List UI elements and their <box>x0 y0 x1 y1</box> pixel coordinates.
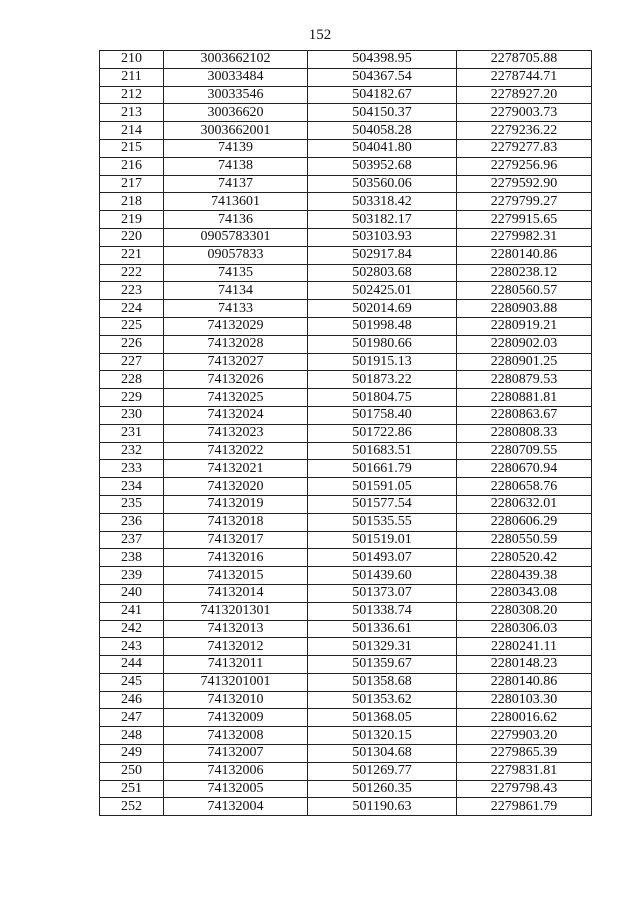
x-coordinate-cell: 501368.05 <box>308 709 457 727</box>
table-row <box>100 567 592 585</box>
x-coordinate-cell: 501758.40 <box>308 406 457 424</box>
x-coordinate-cell: 504367.54 <box>308 68 457 86</box>
row-number-cell: 224 <box>100 300 164 318</box>
y-coordinate-cell: 2280238.12 <box>457 264 592 282</box>
table-row <box>100 86 592 104</box>
table-row <box>100 691 592 709</box>
y-coordinate-cell: 2280343.08 <box>457 584 592 602</box>
row-number-cell: 244 <box>100 656 164 674</box>
table-row <box>100 745 592 763</box>
y-coordinate-cell: 2280919.21 <box>457 317 592 335</box>
table-row <box>100 68 592 86</box>
table-row <box>100 478 592 496</box>
x-coordinate-cell: 501338.74 <box>308 602 457 620</box>
y-coordinate-cell: 2280863.67 <box>457 406 592 424</box>
point-code-cell: 74132019 <box>164 495 308 513</box>
table-row <box>100 549 592 567</box>
table-row <box>100 317 592 335</box>
point-code-cell: 74132026 <box>164 371 308 389</box>
point-code-cell: 3003662102 <box>164 51 308 69</box>
table-row <box>100 709 592 727</box>
y-coordinate-cell: 2278927.20 <box>457 86 592 104</box>
y-coordinate-cell: 2278705.88 <box>457 51 592 69</box>
point-code-cell: 74132006 <box>164 762 308 780</box>
x-coordinate-cell: 503560.06 <box>308 175 457 193</box>
row-number-cell: 237 <box>100 531 164 549</box>
table-row <box>100 353 592 371</box>
x-coordinate-cell: 501359.67 <box>308 656 457 674</box>
point-code-cell: 74132016 <box>164 549 308 567</box>
y-coordinate-cell: 2279256.96 <box>457 157 592 175</box>
x-coordinate-cell: 502425.01 <box>308 282 457 300</box>
point-code-cell: 74132015 <box>164 567 308 585</box>
point-code-cell: 74132009 <box>164 709 308 727</box>
x-coordinate-cell: 504058.28 <box>308 122 457 140</box>
x-coordinate-cell: 501722.86 <box>308 424 457 442</box>
table-row <box>100 424 592 442</box>
y-coordinate-cell: 2280903.88 <box>457 300 592 318</box>
table-row <box>100 406 592 424</box>
row-number-cell: 230 <box>100 406 164 424</box>
row-number-cell: 246 <box>100 691 164 709</box>
x-coordinate-cell: 501519.01 <box>308 531 457 549</box>
x-coordinate-cell: 503318.42 <box>308 193 457 211</box>
point-code-cell: 74134 <box>164 282 308 300</box>
y-coordinate-cell: 2280902.03 <box>457 335 592 353</box>
row-number-cell: 215 <box>100 139 164 157</box>
table-row <box>100 371 592 389</box>
point-code-cell: 74132020 <box>164 478 308 496</box>
x-coordinate-cell: 501304.68 <box>308 745 457 763</box>
row-number-cell: 234 <box>100 478 164 496</box>
point-code-cell: 74132010 <box>164 691 308 709</box>
table-row <box>100 780 592 798</box>
point-code-cell: 74132028 <box>164 335 308 353</box>
table-row <box>100 264 592 282</box>
page-number: 152 <box>308 27 332 43</box>
x-coordinate-cell: 504150.37 <box>308 104 457 122</box>
table-row <box>100 139 592 157</box>
x-coordinate-cell: 501661.79 <box>308 460 457 478</box>
row-number-cell: 212 <box>100 86 164 104</box>
x-coordinate-cell: 501804.75 <box>308 389 457 407</box>
point-code-cell: 74132023 <box>164 424 308 442</box>
table-row <box>100 798 592 816</box>
x-coordinate-cell: 504041.80 <box>308 139 457 157</box>
row-number-cell: 228 <box>100 371 164 389</box>
row-number-cell: 250 <box>100 762 164 780</box>
x-coordinate-cell: 501358.68 <box>308 673 457 691</box>
row-number-cell: 238 <box>100 549 164 567</box>
table-row <box>100 300 592 318</box>
y-coordinate-cell: 2280103.30 <box>457 691 592 709</box>
y-coordinate-cell: 2280670.94 <box>457 460 592 478</box>
y-coordinate-cell: 2280241.11 <box>457 638 592 656</box>
row-number-cell: 210 <box>100 51 164 69</box>
table-row <box>100 673 592 691</box>
y-coordinate-cell: 2279915.65 <box>457 211 592 229</box>
coordinate-table-body <box>100 51 592 816</box>
y-coordinate-cell: 2280550.59 <box>457 531 592 549</box>
point-code-cell: 74132018 <box>164 513 308 531</box>
table-row <box>100 104 592 122</box>
x-coordinate-cell: 504182.67 <box>308 86 457 104</box>
table-row <box>100 246 592 264</box>
point-code-cell: 74132013 <box>164 620 308 638</box>
point-code-cell: 09057833 <box>164 246 308 264</box>
row-number-cell: 248 <box>100 727 164 745</box>
y-coordinate-cell: 2279982.31 <box>457 228 592 246</box>
y-coordinate-cell: 2279903.20 <box>457 727 592 745</box>
row-number-cell: 240 <box>100 584 164 602</box>
x-coordinate-cell: 501683.51 <box>308 442 457 460</box>
x-coordinate-cell: 502803.68 <box>308 264 457 282</box>
row-number-cell: 220 <box>100 228 164 246</box>
x-coordinate-cell: 501336.61 <box>308 620 457 638</box>
table-row <box>100 602 592 620</box>
y-coordinate-cell: 2280148.23 <box>457 656 592 674</box>
x-coordinate-cell: 501320.15 <box>308 727 457 745</box>
x-coordinate-cell: 501998.48 <box>308 317 457 335</box>
y-coordinate-cell: 2280901.25 <box>457 353 592 371</box>
y-coordinate-cell: 2279799.27 <box>457 193 592 211</box>
row-number-cell: 229 <box>100 389 164 407</box>
point-code-cell: 30036620 <box>164 104 308 122</box>
point-code-cell: 74132012 <box>164 638 308 656</box>
y-coordinate-cell: 2280658.76 <box>457 478 592 496</box>
point-code-cell: 3003662001 <box>164 122 308 140</box>
point-code-cell: 74135 <box>164 264 308 282</box>
point-code-cell: 74132025 <box>164 389 308 407</box>
row-number-cell: 214 <box>100 122 164 140</box>
x-coordinate-cell: 501915.13 <box>308 353 457 371</box>
y-coordinate-cell: 2280560.57 <box>457 282 592 300</box>
point-code-cell: 74132027 <box>164 353 308 371</box>
y-coordinate-cell: 2279865.39 <box>457 745 592 763</box>
table-row <box>100 335 592 353</box>
table-row <box>100 727 592 745</box>
x-coordinate-cell: 502917.84 <box>308 246 457 264</box>
row-number-cell: 231 <box>100 424 164 442</box>
row-number-cell: 249 <box>100 745 164 763</box>
table-row <box>100 211 592 229</box>
x-coordinate-cell: 501591.05 <box>308 478 457 496</box>
point-code-cell: 30033484 <box>164 68 308 86</box>
row-number-cell: 235 <box>100 495 164 513</box>
row-number-cell: 226 <box>100 335 164 353</box>
point-code-cell: 30033546 <box>164 86 308 104</box>
table-row <box>100 531 592 549</box>
x-coordinate-cell: 501577.54 <box>308 495 457 513</box>
row-number-cell: 211 <box>100 68 164 86</box>
x-coordinate-cell: 501439.60 <box>308 567 457 585</box>
point-code-cell: 74132007 <box>164 745 308 763</box>
row-number-cell: 232 <box>100 442 164 460</box>
y-coordinate-cell: 2280140.86 <box>457 246 592 264</box>
y-coordinate-cell: 2280808.33 <box>457 424 592 442</box>
x-coordinate-cell: 504398.95 <box>308 51 457 69</box>
table-row <box>100 620 592 638</box>
table-row <box>100 442 592 460</box>
x-coordinate-cell: 501353.62 <box>308 691 457 709</box>
table-row <box>100 460 592 478</box>
y-coordinate-cell: 2280606.29 <box>457 513 592 531</box>
y-coordinate-cell: 2280140.86 <box>457 673 592 691</box>
x-coordinate-cell: 501873.22 <box>308 371 457 389</box>
point-code-cell: 74132022 <box>164 442 308 460</box>
point-code-cell: 74136 <box>164 211 308 229</box>
row-number-cell: 233 <box>100 460 164 478</box>
point-code-cell: 74139 <box>164 139 308 157</box>
point-code-cell: 74138 <box>164 157 308 175</box>
y-coordinate-cell: 2279592.90 <box>457 175 592 193</box>
y-coordinate-cell: 2280439.38 <box>457 567 592 585</box>
table-row <box>100 656 592 674</box>
row-number-cell: 221 <box>100 246 164 264</box>
y-coordinate-cell: 2280632.01 <box>457 495 592 513</box>
row-number-cell: 219 <box>100 211 164 229</box>
row-number-cell: 223 <box>100 282 164 300</box>
point-code-cell: 74132011 <box>164 656 308 674</box>
table-row <box>100 762 592 780</box>
y-coordinate-cell: 2280879.53 <box>457 371 592 389</box>
point-code-cell: 7413201301 <box>164 602 308 620</box>
table-row <box>100 513 592 531</box>
row-number-cell: 225 <box>100 317 164 335</box>
point-code-cell: 74137 <box>164 175 308 193</box>
x-coordinate-cell: 501269.77 <box>308 762 457 780</box>
point-code-cell: 74132008 <box>164 727 308 745</box>
x-coordinate-cell: 502014.69 <box>308 300 457 318</box>
row-number-cell: 217 <box>100 175 164 193</box>
y-coordinate-cell: 2278744.71 <box>457 68 592 86</box>
y-coordinate-cell: 2280881.81 <box>457 389 592 407</box>
table-row <box>100 495 592 513</box>
row-number-cell: 245 <box>100 673 164 691</box>
row-number-cell: 222 <box>100 264 164 282</box>
point-code-cell: 74132029 <box>164 317 308 335</box>
x-coordinate-cell: 501980.66 <box>308 335 457 353</box>
x-coordinate-cell: 501373.07 <box>308 584 457 602</box>
row-number-cell: 236 <box>100 513 164 531</box>
table-row <box>100 175 592 193</box>
table-row <box>100 584 592 602</box>
point-code-cell: 74132004 <box>164 798 308 816</box>
table-row <box>100 157 592 175</box>
row-number-cell: 242 <box>100 620 164 638</box>
x-coordinate-cell: 503103.93 <box>308 228 457 246</box>
y-coordinate-cell: 2280520.42 <box>457 549 592 567</box>
x-coordinate-cell: 501190.63 <box>308 798 457 816</box>
point-code-cell: 7413201001 <box>164 673 308 691</box>
point-code-cell: 74132024 <box>164 406 308 424</box>
y-coordinate-cell: 2280308.20 <box>457 602 592 620</box>
table-row <box>100 638 592 656</box>
row-number-cell: 216 <box>100 157 164 175</box>
row-number-cell: 213 <box>100 104 164 122</box>
x-coordinate-cell: 503952.68 <box>308 157 457 175</box>
y-coordinate-cell: 2279831.81 <box>457 762 592 780</box>
x-coordinate-cell: 501329.31 <box>308 638 457 656</box>
y-coordinate-cell: 2280016.62 <box>457 709 592 727</box>
point-code-cell: 74132014 <box>164 584 308 602</box>
point-code-cell: 74133 <box>164 300 308 318</box>
y-coordinate-cell: 2279277.83 <box>457 139 592 157</box>
row-number-cell: 218 <box>100 193 164 211</box>
point-code-cell: 74132021 <box>164 460 308 478</box>
point-code-cell: 74132005 <box>164 780 308 798</box>
y-coordinate-cell: 2279798.43 <box>457 780 592 798</box>
row-number-cell: 241 <box>100 602 164 620</box>
table-row <box>100 282 592 300</box>
row-number-cell: 252 <box>100 798 164 816</box>
y-coordinate-cell: 2280306.03 <box>457 620 592 638</box>
row-number-cell: 239 <box>100 567 164 585</box>
y-coordinate-cell: 2279861.79 <box>457 798 592 816</box>
row-number-cell: 243 <box>100 638 164 656</box>
table-row <box>100 389 592 407</box>
x-coordinate-cell: 501535.55 <box>308 513 457 531</box>
table-row <box>100 122 592 140</box>
row-number-cell: 251 <box>100 780 164 798</box>
x-coordinate-cell: 501260.35 <box>308 780 457 798</box>
row-number-cell: 227 <box>100 353 164 371</box>
x-coordinate-cell: 501493.07 <box>308 549 457 567</box>
row-number-cell: 247 <box>100 709 164 727</box>
point-code-cell: 0905783301 <box>164 228 308 246</box>
y-coordinate-cell: 2279003.73 <box>457 104 592 122</box>
table-row <box>100 228 592 246</box>
table-row <box>100 193 592 211</box>
y-coordinate-cell: 2280709.55 <box>457 442 592 460</box>
x-coordinate-cell: 503182.17 <box>308 211 457 229</box>
coordinate-table <box>99 50 592 816</box>
point-code-cell: 74132017 <box>164 531 308 549</box>
point-code-cell: 7413601 <box>164 193 308 211</box>
table-row <box>100 51 592 69</box>
y-coordinate-cell: 2279236.22 <box>457 122 592 140</box>
